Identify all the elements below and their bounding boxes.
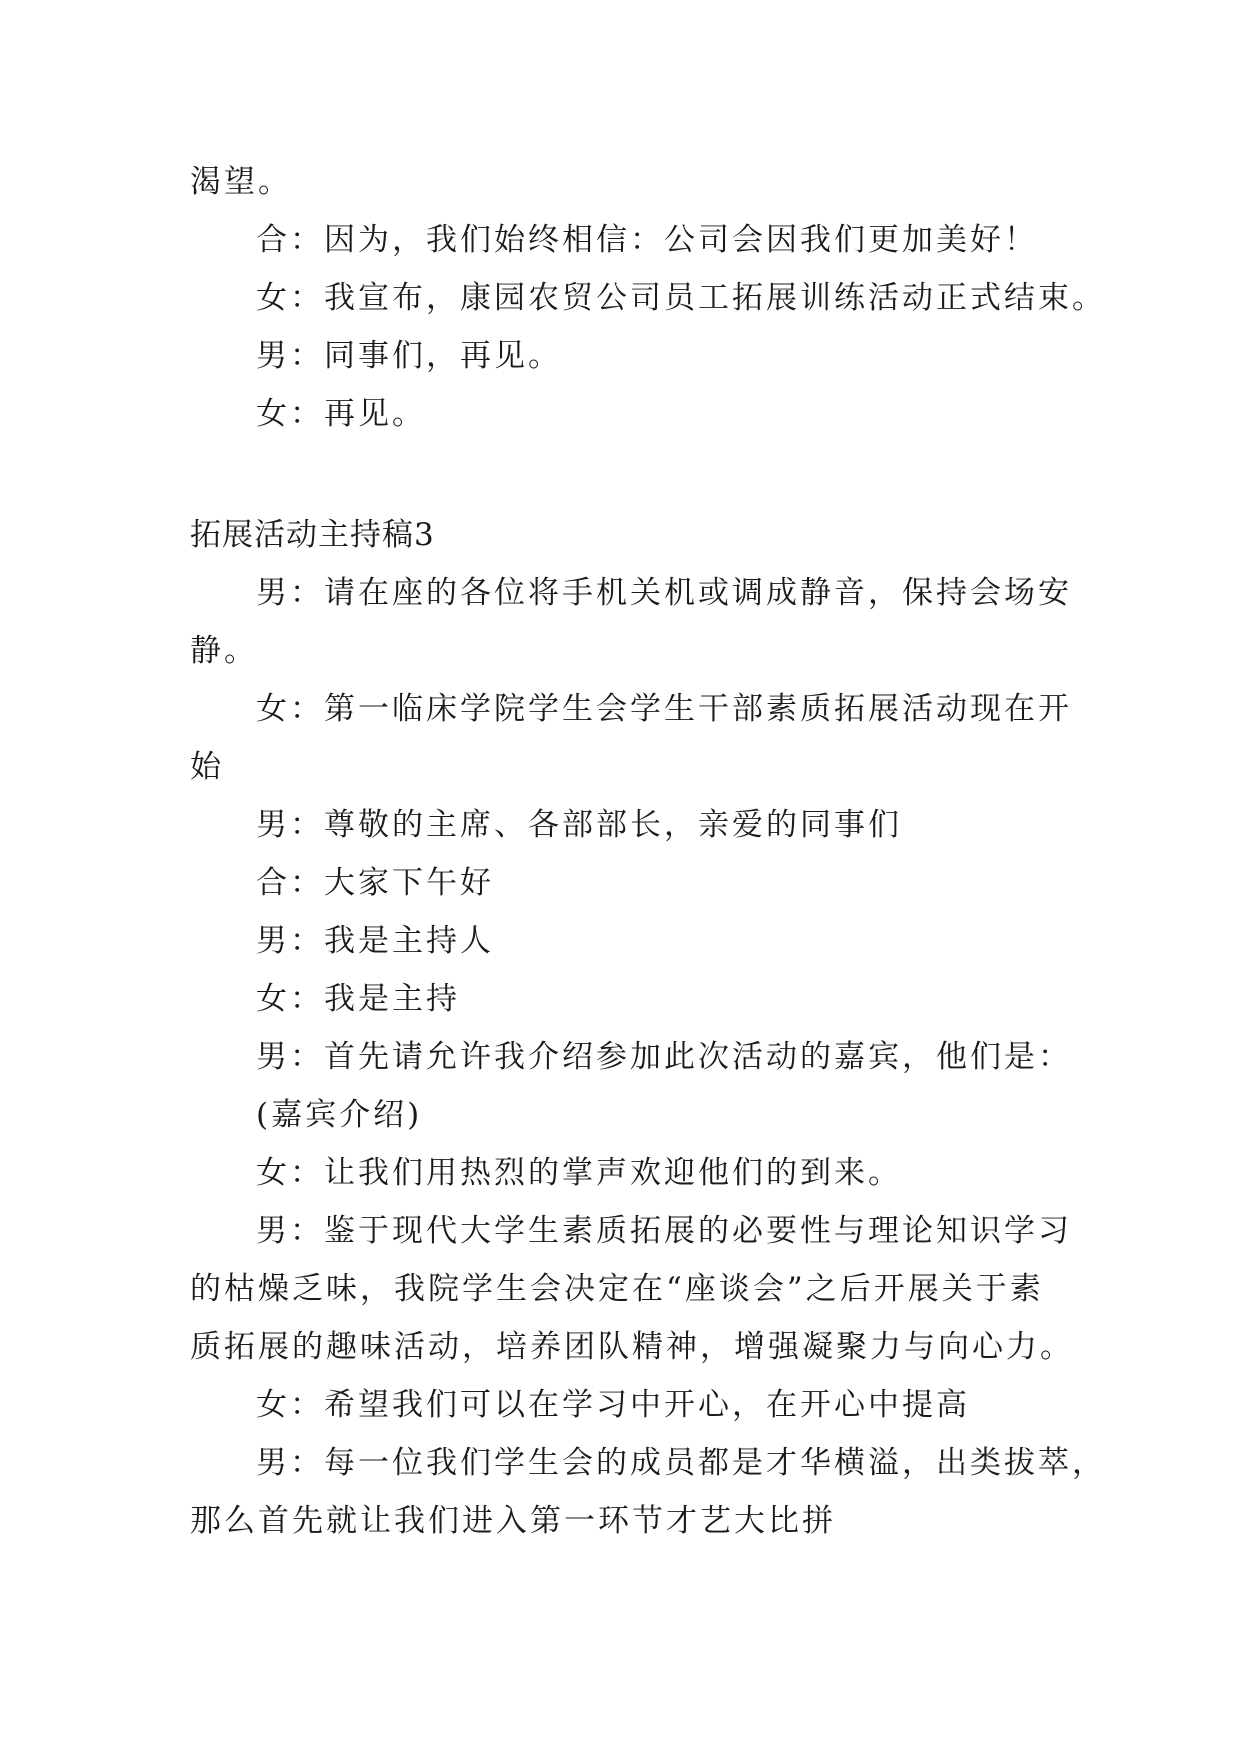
- text-line: 那么首先就让我们进入第一环节才艺大比拼: [190, 1503, 836, 1539]
- text-line: 的枯燥乏味，我院学生会决定在“座谈会”之后开展关于素: [190, 1271, 1044, 1307]
- text-line: 女：让我们用热烈的掌声欢迎他们的到来。: [256, 1155, 902, 1191]
- text-line: 男：尊敬的主席、各部部长，亲爱的同事们: [256, 807, 902, 843]
- text-line: 女：第一临床学院学生会学生干部素质拓展活动现在开: [256, 691, 1072, 727]
- text-line: (嘉宾介绍): [256, 1097, 423, 1133]
- text-line: 女：我宣布，康园农贸公司员工拓展训练活动正式结束。: [256, 280, 1106, 316]
- text-line: 女：再见。: [256, 396, 426, 432]
- text-line: 男：我是主持人: [256, 923, 494, 959]
- text-line: 质拓展的趣味活动，培养团队精神，增强凝聚力与向心力。: [190, 1329, 1074, 1365]
- text-line: 男：首先请允许我介绍参加此次活动的嘉宾，他们是：: [256, 1039, 1072, 1075]
- text-line: 女：我是主持: [256, 981, 460, 1017]
- text-line: 男：每一位我们学生会的成员都是才华横溢，出类拔萃，: [256, 1445, 1106, 1481]
- text-line: 男：请在座的各位将手机关机或调成静音，保持会场安: [256, 575, 1072, 611]
- text-line: 男：鉴于现代大学生素质拓展的必要性与理论知识学习: [256, 1213, 1072, 1249]
- text-line: 男：同事们，再见。: [256, 338, 562, 374]
- text-line: 合：大家下午好: [256, 865, 494, 901]
- text-line: 合：因为，我们始终相信：公司会因我们更加美好！: [256, 222, 1038, 258]
- text-line: 静。: [190, 633, 258, 669]
- text-line: 始: [190, 749, 224, 785]
- section-heading: 拓展活动主持稿3: [190, 517, 435, 553]
- text-line: 渴望。: [190, 164, 292, 200]
- text-line: 女：希望我们可以在学习中开心，在开心中提高: [256, 1387, 970, 1423]
